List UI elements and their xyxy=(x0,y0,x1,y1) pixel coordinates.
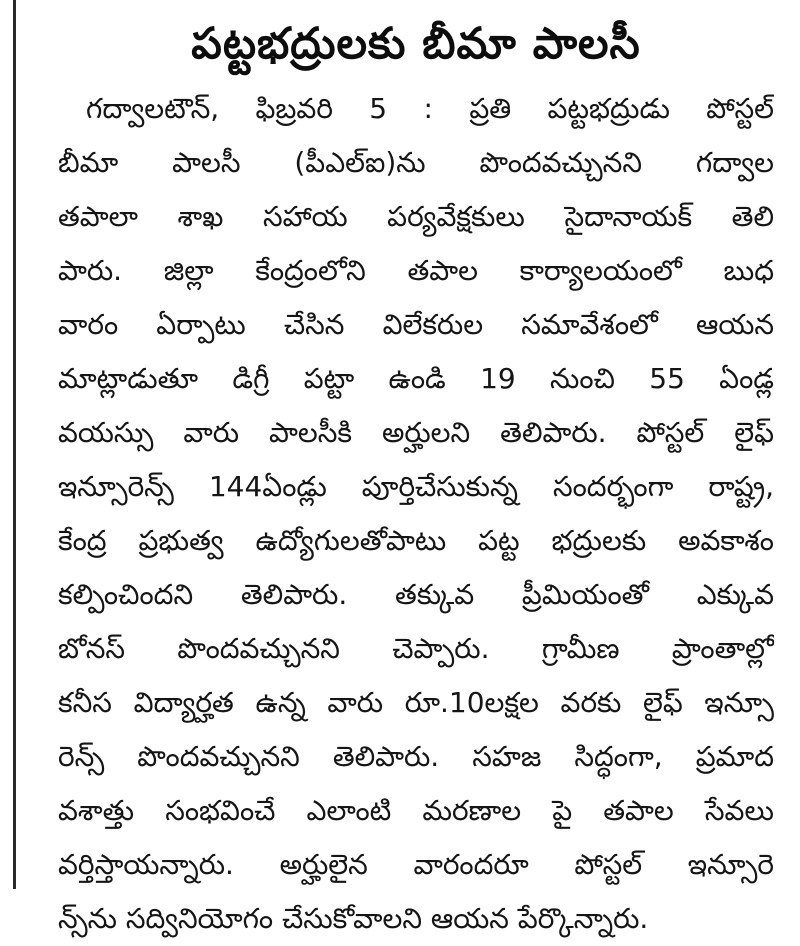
article-line: బీమా పాలసీ (పీఎల్ఐ)ను పొందవచ్చునని గద్వాల xyxy=(58,146,774,179)
article-line: మాట్లాడుతూ డిగ్రీ పట్టా ఉండి 19 నుంచి 55 ఏండ్ల xyxy=(58,362,774,395)
article-line: వయస్సు వారు పాలసీకి అర్హులని తెలిపారు. పోస్టల్ లైఫ్ xyxy=(58,416,774,449)
article-line: తపాలా శాఖ సహాయ పర్యవేక్షకులు సైదానాయక్ తెలి xyxy=(58,200,774,233)
article-line: కేంద్ర ప్రభుత్వ ఉద్యోగులతోపాటు పట్ట భద్రులకు అవకాశం xyxy=(58,524,774,557)
article-line: వర్తిస్తాయన్నారు. అర్హులైన వారందరూ పోస్టల్ ఇన్సూరె xyxy=(58,848,774,881)
article-line: ఇన్సూరెన్స్ 144ఏండ్లు పూర్తిచేసుకున్న సందర్భంగా రాష్ట్ర, xyxy=(58,470,774,503)
article-line: కల్పించిందని తెలిపారు. తక్కువ ప్రీమియంతో ఎక్కువ xyxy=(58,578,774,611)
article-line: రెన్స్ పొందవచ్చునని తెలిపారు. సహజ సిద్ధంగా, ప్రమాద xyxy=(58,740,774,773)
article-line: బోనస్ పొందవచ్చునని చెప్పారు. గ్రామీణ ప్రాంతాల్లో xyxy=(58,632,774,665)
article-line: న్స్‌ను సద్వినియోగం చేసుకోవాలని ఆయన పేర్కొన్నారు. xyxy=(58,902,649,935)
article-line: వశాత్తు సంభవించే ఎలాంటి మరణాల పై తపాల సేవలు xyxy=(58,794,774,827)
article-line: కనీస విద్యార్హత ఉన్న వారు రూ.10లక్షల వరకు లైఫ్ ఇన్సూ xyxy=(58,686,774,719)
column-divider xyxy=(13,0,16,889)
article-line: గద్వాలటౌన్, ఫిబ్రవరి 5 : ప్రతి పట్టభద్రుడు పోస్టల్ xyxy=(86,92,774,125)
article-body xyxy=(58,82,774,946)
article-line: వారం ఏర్పాటు చేసిన విలేకరుల సమావేశంలో ఆయన xyxy=(58,308,774,341)
article-headline: పట్టభద్రులకు బీమా పాలసీ xyxy=(191,19,641,69)
article-line: పారు. జిల్లా కేంద్రంలోని తపాల కార్యాలయంలో బుధ xyxy=(58,254,774,287)
news-clipping xyxy=(28,6,788,935)
